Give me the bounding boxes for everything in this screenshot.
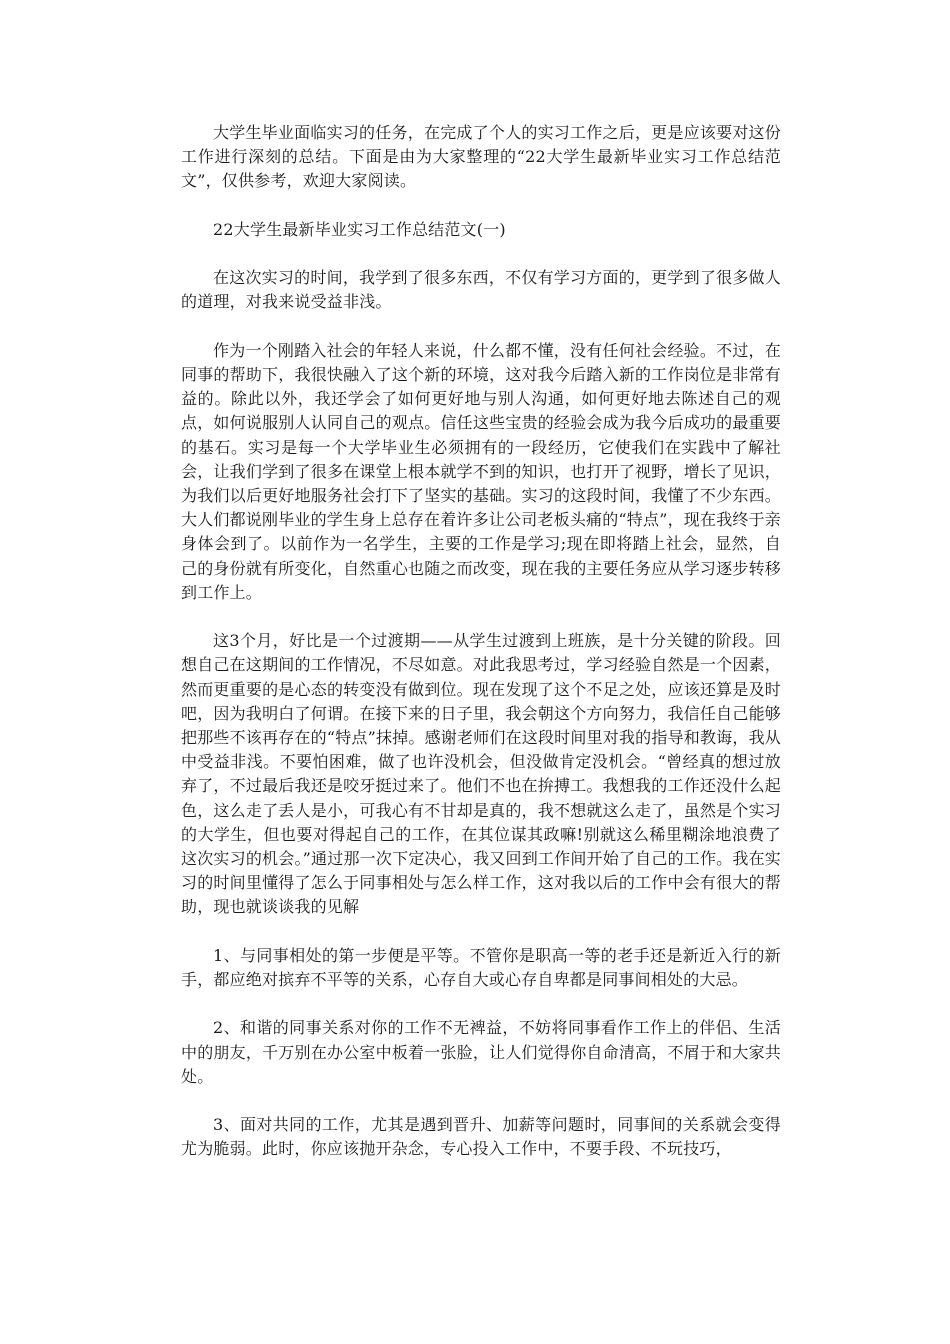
list-item-3: 3、面对共同的工作，尤其是遇到晋升、加薪等问题时，同事间的关系就会变得尤为脆弱。此时，你应该抛开杂念，专心投入工作中，不要手段、不玩技巧， — [181, 1115, 781, 1159]
list-item-2: 2、和谐的同事关系对你的工作不无裨益，不妨将同事看作工作上的伴侣、生活中的朋友，千万别在办公室中板着一张脸，让人们觉得你自命清高，不屑于和大家共处。 — [181, 1018, 781, 1086]
section-title: 22大学生最新毕业实习工作总结范文(一) — [213, 219, 506, 239]
intro-paragraph: 大学生毕业面临实习的任务，在完成了个人的实习工作之后，更是应该要对这份工作进行深刻的总结。下面是由为大家整理的“22大学生最新毕业实习工作总结范文”，仅供参考，欢迎大家阅读。 — [181, 123, 781, 191]
list-item-1: 1、与同事相处的第一步便是平等。不管你是职高一等的老手还是新近入行的新手，都应绝对摈弃不平等的关系，心存自大或心存自卑都是同事间相处的大忌。 — [181, 945, 781, 990]
document-body — [181, 121, 781, 1186]
body-paragraph-3: 这3个月，好比是一个过渡期——从学生过渡到上班族，是十分关键的阶段。回想自己在这期间的工作情况，不尽如意。对此我思考过，学习经验自然是一个因素，然而更重要的是心态的转变没有做到位。现在发现了这个不足之处，应该还算是及时吧，因为我明白了何谓。在接下来的日子里，我会朝这个方向努力，我信任自己能够把那些不该再存在的“特点”抹掉。感谢老师们在这段时间里对我的指导和教诲，我从中受益非浅。不要怕困难，做了也许没机会，但没做肯定没机会。“曾经真的想过放弃了，不过最后我还是咬牙挺过来了。他们不也在拚搏工。我想我的工作还没什么起色，这么走了丢人是小，可我心有不甘却是真的，我不想就这么走了，虽然是个实习的大学生，但也要对得起自己的工作，在其位谋其政嘛!别就这么稀里糊涂地浪费了这次实习的机会。”通过那一次下定决心，我又回到工作间开始了自己的工作。我在实习的时间里懂得了怎么于同事相处与怎么样工作，这对我以后的工作中会有很大的帮助，现也就谈谈我的见解 — [181, 631, 781, 917]
body-paragraph-1: 在这次实习的时间，我学到了很多东西，不仅有学习方面的，更学到了很多做人的道理，对我来说受益非浅。 — [181, 268, 781, 312]
body-paragraph-2: 作为一个刚踏入社会的年轻人来说，什么都不懂，没有任何社会经验。不过，在同事的帮助下，我很快融入了这个新的环境，这对我今后踏入新的工作岗位是非常有益的。除此以外，我还学会了如何更好地与别人沟通，如何更好地去陈述自己的观点，如何说服别人认同自己的观点。信任这些宝贵的经验会成为我今后成功的最重要的基石。实习是每一个大学毕业生必须拥有的一段经历，它使我们在实践中了解社会，让我们学到了很多在课堂上根本就学不到的知识，也打开了视野，增长了见识，为我们以后更好地服务社会打下了坚实的基础。实习的这段时间，我懂了不少东西。大人们都说刚毕业的学生身上总存在着许多让公司老板头痛的“特点”，现在我终于亲身体会到了。以前作为一名学生，主要的工作是学习;现在即将踏上社会，显然，自己的身份就有所变化，自然重心也随之而改变，现在我的主要任务应从学习逐步转移到工作上。 — [181, 340, 781, 602]
